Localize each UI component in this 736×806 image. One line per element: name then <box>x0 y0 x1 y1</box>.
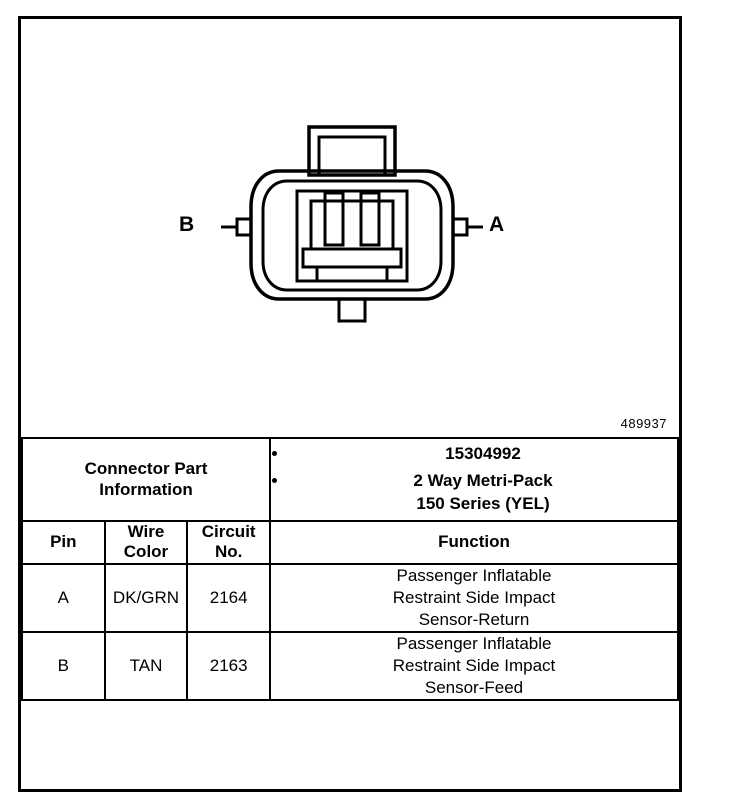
header-circuit-line2: No. <box>214 542 243 562</box>
row-circuit-no: 2164 <box>187 564 270 632</box>
connector-info-table <box>21 437 679 701</box>
pin-label-a: A <box>489 213 505 236</box>
row-function-line2: Restraint Side Impact <box>392 587 556 607</box>
row-function-line3: Sensor-Return <box>418 609 530 629</box>
header-circuit-no <box>187 521 270 564</box>
table-row <box>22 564 678 632</box>
row-function-line2: Restraint Side Impact <box>392 655 556 675</box>
row-function-line1: Passenger Inflatable <box>396 633 552 653</box>
header-wire-color: Wire Color <box>105 521 188 564</box>
connector-illustration <box>21 19 679 437</box>
page-border <box>18 16 682 792</box>
row-function-line3: Sensor-Feed <box>424 678 524 698</box>
connector-drawing <box>179 115 505 335</box>
table-header-row <box>22 521 678 564</box>
cpi-label-line1: Connector Part <box>84 459 208 479</box>
header-circuit-line1: Circuit <box>201 521 256 541</box>
row-pin: A <box>22 564 105 632</box>
row-circuit-no: 2163 <box>187 632 270 700</box>
connector-part-type <box>289 470 677 516</box>
row-wire-color: DK/GRN <box>105 564 188 632</box>
header-function: Function <box>270 521 678 564</box>
figure-id: 489937 <box>620 416 667 431</box>
connector-part-type-line1: 2 Way Metri-Pack <box>413 470 553 490</box>
connector-face-svg <box>207 115 497 335</box>
pin-label-b: B <box>179 213 195 236</box>
row-pin: B <box>22 632 105 700</box>
header-pin: Pin <box>22 521 105 564</box>
table-row <box>22 632 678 700</box>
connector-part-bullets <box>270 438 678 521</box>
connector-part-information-label <box>22 438 270 521</box>
row-function <box>270 564 678 632</box>
row-wire-color: TAN <box>105 632 188 700</box>
connector-part-number: • 15304992 <box>289 443 677 466</box>
row-function-line1: Passenger Inflatable <box>396 565 552 585</box>
row-function <box>270 632 678 700</box>
cpi-label-line2: Information <box>99 480 193 500</box>
connector-part-type-line2: 150 Series (YEL) <box>416 493 550 513</box>
connector-part-row <box>22 438 678 521</box>
